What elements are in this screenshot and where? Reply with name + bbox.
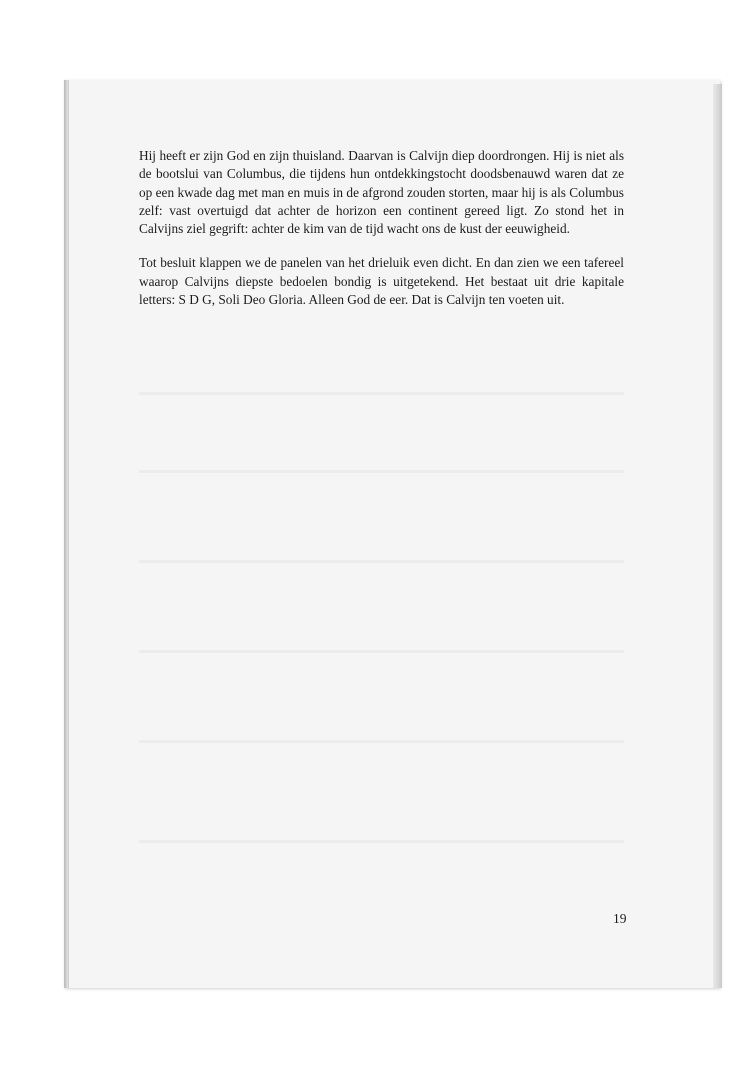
page-number: 19 (613, 911, 627, 926)
bleed-through-line (139, 650, 624, 653)
bleed-through-line (139, 392, 624, 395)
bleed-through-line (139, 740, 624, 743)
bleed-through-line (139, 560, 624, 563)
bleed-through-line (139, 840, 624, 843)
body-text (139, 147, 624, 325)
bleed-through-line (139, 470, 624, 473)
paragraph: Hij heeft er zijn God en zijn thuisland. Daarvan is Calvijn diep doordrongen. Hij is niet als de bootslui van Columbus, die tijdens hun ontdekkingstocht doodsbenauwd waren dat ze op een kwade dag met man en muis in de afgrond zouden storten, maar hij is als Columbus zelf: vast overtuigd dat achter de horizon een continent gereed ligt. Zo stond het in Calvijns ziel gegrift: achter de kim van de tijd wacht ons de kust der eeuwigheid. (139, 148, 624, 237)
page-edge (713, 84, 722, 988)
paragraph: Tot besluit klappen we de panelen van het drieluik even dicht. En dan zien we een tafereel waarop Calvijns diepste bedoelen bondig is uitgetekend. Het bestaat uit drie kapitale letters: S D G, Soli Deo Gloria. Alleen God de eer. Dat is Calvijn ten voeten uit. (139, 255, 624, 308)
binding-edge (68, 80, 69, 988)
